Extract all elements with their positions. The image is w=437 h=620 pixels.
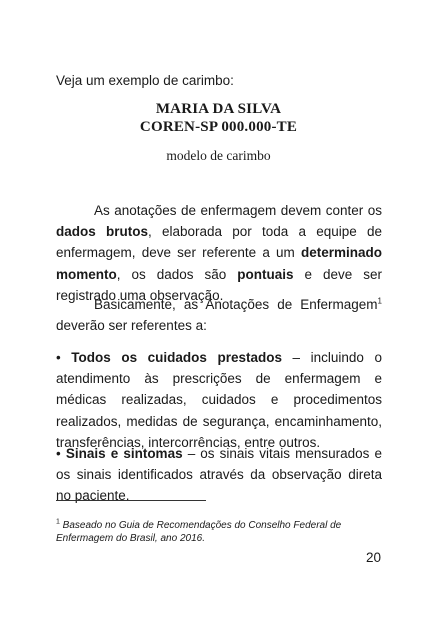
bullet-marker: • <box>56 350 61 365</box>
footnote-separator <box>56 500 206 501</box>
intro-text: Veja um exemplo de carimbo: <box>56 73 234 88</box>
emphasis-text: determinado momento <box>56 245 382 282</box>
paragraph-text: deverão ser referentes a: <box>56 318 207 334</box>
stamp-caption: modelo de carimbo <box>166 148 271 163</box>
paragraph-text: As anotações de enfermagem devem conter os <box>94 203 382 218</box>
bullet-text: – incluindo o atendimento às prescrições de enfermagem e médicas realizadas, cuidados e procedimentos realizados, medidas de segurança, encaminhamento, transferências, intercorrências, entre outros. <box>56 350 382 450</box>
footnote-marker: 1 <box>56 518 60 526</box>
paragraph-text: , os dados são <box>116 266 238 282</box>
paragraph-text: e deve ser registrado uma observação. <box>56 266 382 303</box>
paragraph-annotations <box>56 200 382 306</box>
bullet-title: Sinais e sintomas <box>65 446 183 461</box>
paragraph-text: Basicamente, as Anotações de Enfermagem <box>94 297 378 312</box>
stamp-name: MARIA DA SILVA <box>155 101 282 117</box>
bullet-marker: • <box>56 446 61 461</box>
paragraph-text: , elaborada por toda a equipe de enfermagem, deve ser referente a um <box>56 224 382 261</box>
page-number: 20 <box>366 550 382 565</box>
bullet-signs-symptoms <box>56 443 382 507</box>
emphasis-text: dados brutos <box>56 224 148 240</box>
emphasis-text: pontuais <box>237 266 294 282</box>
footnote-text: Baseado no Guia de Recomendações do Conselho Federal de Enfermagem do Brasil, ano 2016. <box>56 520 342 544</box>
stamp-registration: COREN-SP 000.000-TE <box>139 119 298 135</box>
bullet-title: Todos os cuidados prestados <box>71 350 282 365</box>
bullet-text: – os sinais vitais mensurados e os sinais identificados através da observação direta no paciente. <box>56 446 383 504</box>
footnote <box>56 519 386 545</box>
bullet-care-provided <box>56 347 382 453</box>
paragraph-basically <box>56 294 382 336</box>
footnote-reference[interactable]: 1 <box>377 296 382 306</box>
